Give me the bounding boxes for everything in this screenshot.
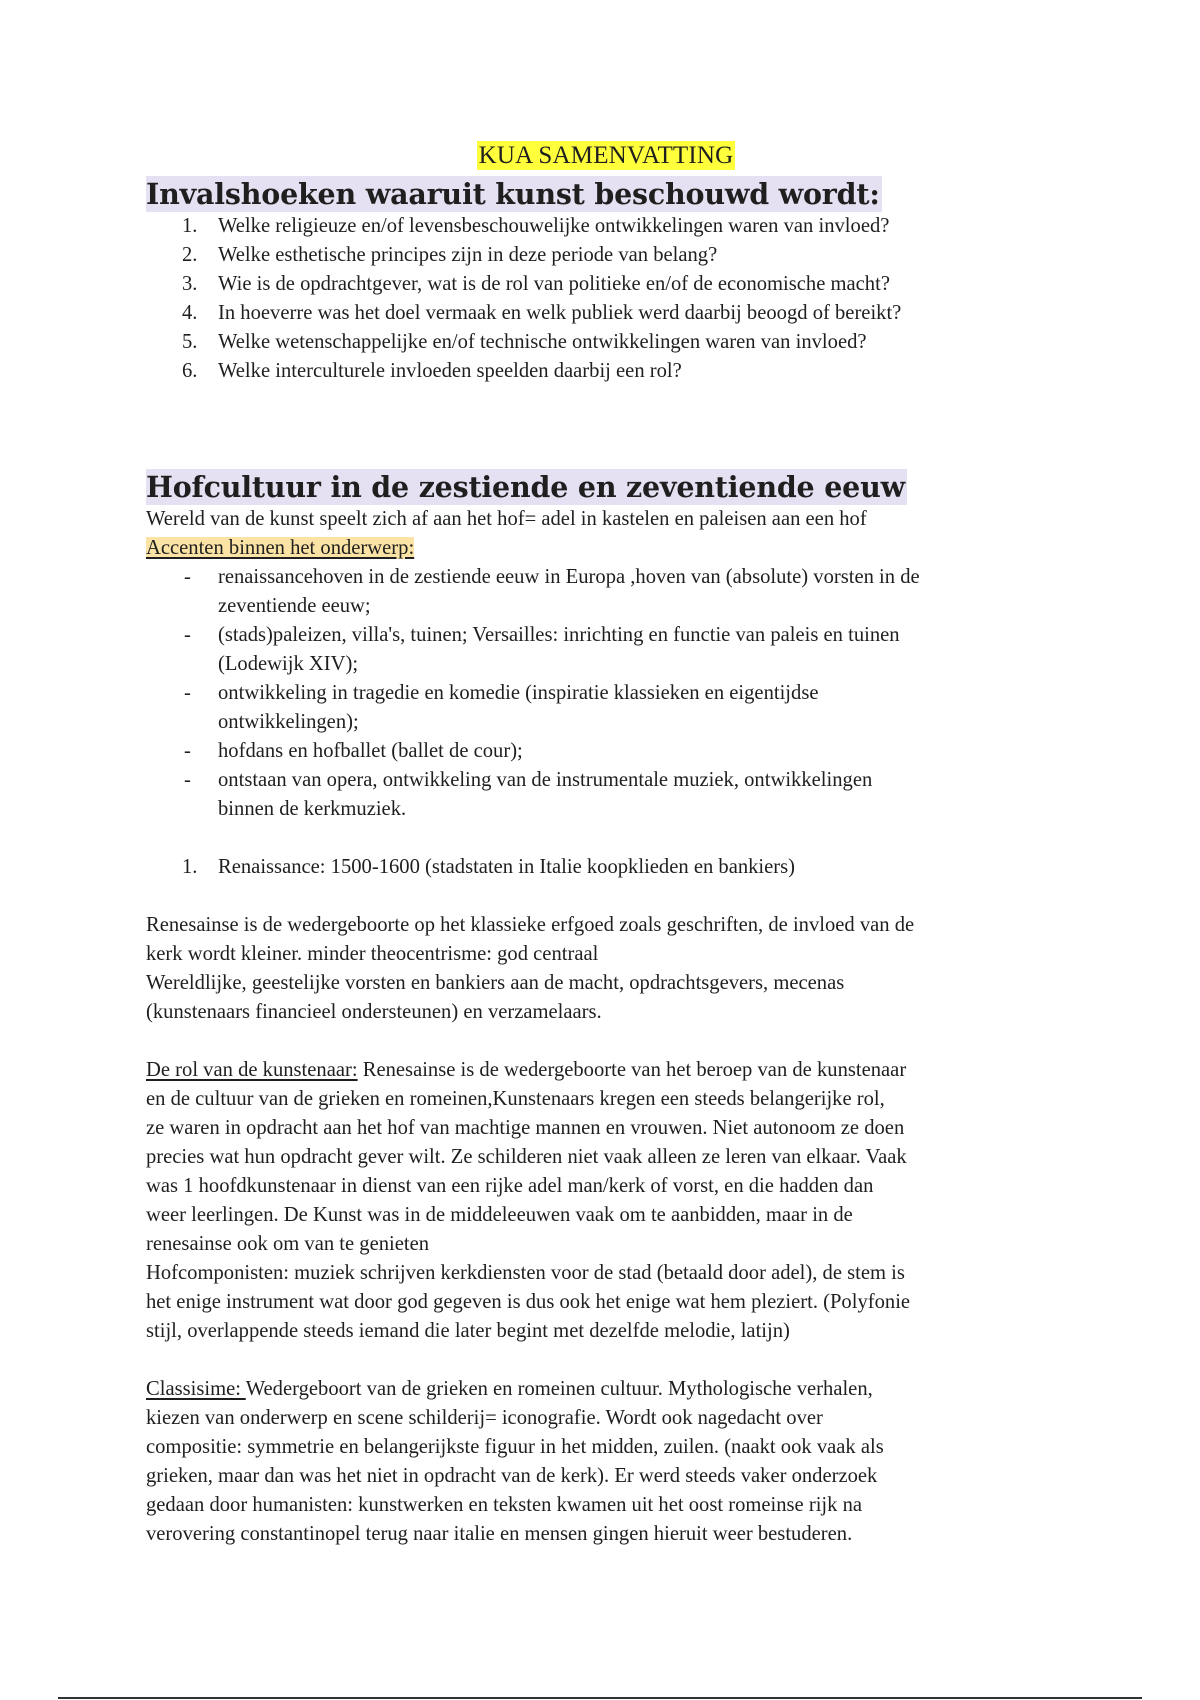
paragraph-line: kerk wordt kleiner. minder theocentrisme: god centraal: [146, 943, 599, 965]
classicism-label: Classisime:: [146, 1378, 246, 1400]
section-heading-hofcultuur: Hofcultuur in de zestiende en zeventiende eeuw: [146, 470, 905, 504]
paragraph-line: Renesainse is de wedergeboorte op het klassieke erfgoed zoals geschriften, de invloed van de: [146, 914, 915, 936]
list-number: 2.: [182, 244, 198, 266]
accent-line: (stads)paleizen, villa's, tuinen; Versailles: inrichting en functie van paleis en tuinen: [218, 624, 900, 646]
list-item: [146, 357, 1066, 386]
bottom-divider: [58, 1697, 1142, 1699]
accent-line: (Lodewijk XIV);: [218, 653, 359, 675]
list-number: 6.: [182, 360, 198, 382]
list-item-text: Wie is de opdrachtgever, wat is de rol van politieke en/of de economische macht?: [218, 273, 890, 295]
list-item: [146, 328, 1066, 357]
accent-item: [146, 563, 1066, 621]
accent-line: ontstaan van opera, ontwikkeling van de instrumentale muziek, ontwikkelingen: [218, 769, 873, 791]
paragraph-line: het enige instrument wat door god gegeven is dus ook het enige wat hem pleziert. (Polyfonie: [146, 1291, 911, 1313]
accent-line: renaissancehoven in de zestiende eeuw in Europa ,hoven van (absolute) vorsten in de: [218, 566, 920, 588]
title-block: [146, 142, 1066, 170]
classicism-first-line: Wedergeboort van de grieken en romeinen cultuur. Mythologische verhalen,: [245, 1378, 873, 1400]
list-item: [146, 212, 1066, 241]
accent-line: ontwikkelingen);: [218, 711, 359, 733]
accent-label: Accenten binnen het onderwerp:: [146, 537, 415, 559]
paragraph-line: (kunstenaars financieel ondersteunen) en verzamelaars.: [146, 1001, 602, 1023]
document-title: KUA SAMENVATTING: [478, 142, 734, 169]
paragraph-line: [146, 1375, 1066, 1404]
paragraph-line: Hofcomponisten: muziek schrijven kerkdiensten voor de stad (betaald door adel), de stem is: [146, 1262, 905, 1284]
paragraph-line: ze waren in opdracht aan het hof van machtige mannen en vrouwen. Niet autonoom ze doen: [146, 1117, 905, 1139]
list-item: [146, 241, 1066, 270]
period-list: [146, 853, 1066, 882]
accent-line: ontwikkeling in tragedie en komedie (inspiratie klassieken en eigentijdse: [218, 682, 819, 704]
list-item-text: Renaissance: 1500-1600 (stadstaten in Italie koopklieden en bankiers): [218, 856, 796, 878]
list-item: [146, 270, 1066, 299]
invalshoeken-list: [146, 212, 1066, 386]
list-item-text: Welke wetenschappelijke en/of technische ontwikkelingen waren van invloed?: [218, 331, 867, 353]
accent-line: hofdans en hofballet (ballet de cour);: [218, 740, 523, 762]
paragraph-line: kiezen van onderwerp en scene schilderij= iconografie. Wordt ook nagedacht over: [146, 1407, 823, 1429]
list-item-text: Welke esthetische principes zijn in deze periode van belang?: [218, 244, 718, 266]
accent-item: [146, 679, 1066, 737]
list-item: [146, 853, 1066, 882]
accent-line: zeventiende eeuw;: [218, 595, 371, 617]
accent-line: binnen de kerkmuziek.: [218, 798, 407, 820]
paragraph-line: verovering constantinopel terug naar italie en mensen gingen hieruit weer bestuderen.: [146, 1523, 853, 1545]
list-number: 1.: [182, 856, 198, 878]
list-number: 5.: [182, 331, 198, 353]
accent-item: [146, 737, 1066, 766]
list-item-text: In hoeverre was het doel vermaak en welk publiek werd daarbij beoogd of bereikt?: [218, 302, 902, 324]
list-number: 4.: [182, 302, 198, 324]
paragraph-line: [146, 1056, 1066, 1085]
paragraph-line: Wereldlijke, geestelijke vorsten en bankiers aan de macht, opdrachtsgevers, mecenas: [146, 972, 845, 994]
list-number: 1.: [182, 215, 198, 237]
document-page: [146, 142, 1066, 1549]
section-heading-invalshoeken: Invalshoeken waaruit kunst beschouwd wordt:: [146, 177, 880, 211]
dash-bullet: -: [184, 682, 191, 704]
paragraph-line: precies wat hun opdracht gever wilt. Ze schilderen niet vaak alleen ze leren van elkaar. Vaak: [146, 1146, 907, 1168]
paragraph-line: gedaan door humanisten: kunstwerken en teksten kwamen uit het oost romeinse rijk na: [146, 1494, 863, 1516]
accent-label-line: [146, 534, 1066, 563]
paragraph-line: stijl, overlappende steeds iemand die later begint met dezelfde melodie, latijn): [146, 1320, 790, 1342]
paragraph-line: en de cultuur van de grieken en romeinen,Kunstenaars kregen een steeds belangerijke rol,: [146, 1088, 885, 1110]
paragraph-line: compositie: symmetrie en belangerijkste figuur in het midden, zuilen. (naakt ook vaak als: [146, 1436, 884, 1458]
dash-bullet: -: [184, 769, 191, 791]
role-label: De rol van de kunstenaar:: [146, 1059, 358, 1081]
accent-item: [146, 766, 1066, 824]
paragraph-line: grieken, maar dan was het niet in opdracht van de kerk). Er werd steeds vaker onderzoek: [146, 1465, 878, 1487]
list-item: [146, 299, 1066, 328]
dash-bullet: -: [184, 566, 191, 588]
paragraph-line: renesainse ook om van te genieten: [146, 1233, 430, 1255]
list-number: 3.: [182, 273, 198, 295]
paragraph-line: was 1 hoofdkunstenaar in dienst van een rijke adel man/kerk of vorst, en die hadden dan: [146, 1175, 874, 1197]
list-item-text: Welke interculturele invloeden speelden daarbij een rol?: [218, 360, 682, 382]
list-item-text: Welke religieuze en/of levensbeschouwelijke ontwikkelingen waren van invloed?: [218, 215, 890, 237]
paragraph-renaissance: [146, 911, 1066, 1027]
intro-text: Wereld van de kunst speelt zich af aan het hof= adel in kastelen en paleisen aan een hof: [146, 508, 867, 530]
dash-bullet: -: [184, 740, 191, 762]
accent-item: [146, 621, 1066, 679]
role-first-line: Renesainse is de wedergeboorte van het beroep van de kunstenaar: [357, 1059, 907, 1081]
dash-bullet: -: [184, 624, 191, 646]
paragraph-role-artist: [146, 1056, 1066, 1346]
accent-list: [146, 563, 1066, 824]
paragraph-line: weer leerlingen. De Kunst was in de middeleeuwen vaak om te aanbidden, maar in de: [146, 1204, 853, 1226]
paragraph-classicism: [146, 1375, 1066, 1549]
